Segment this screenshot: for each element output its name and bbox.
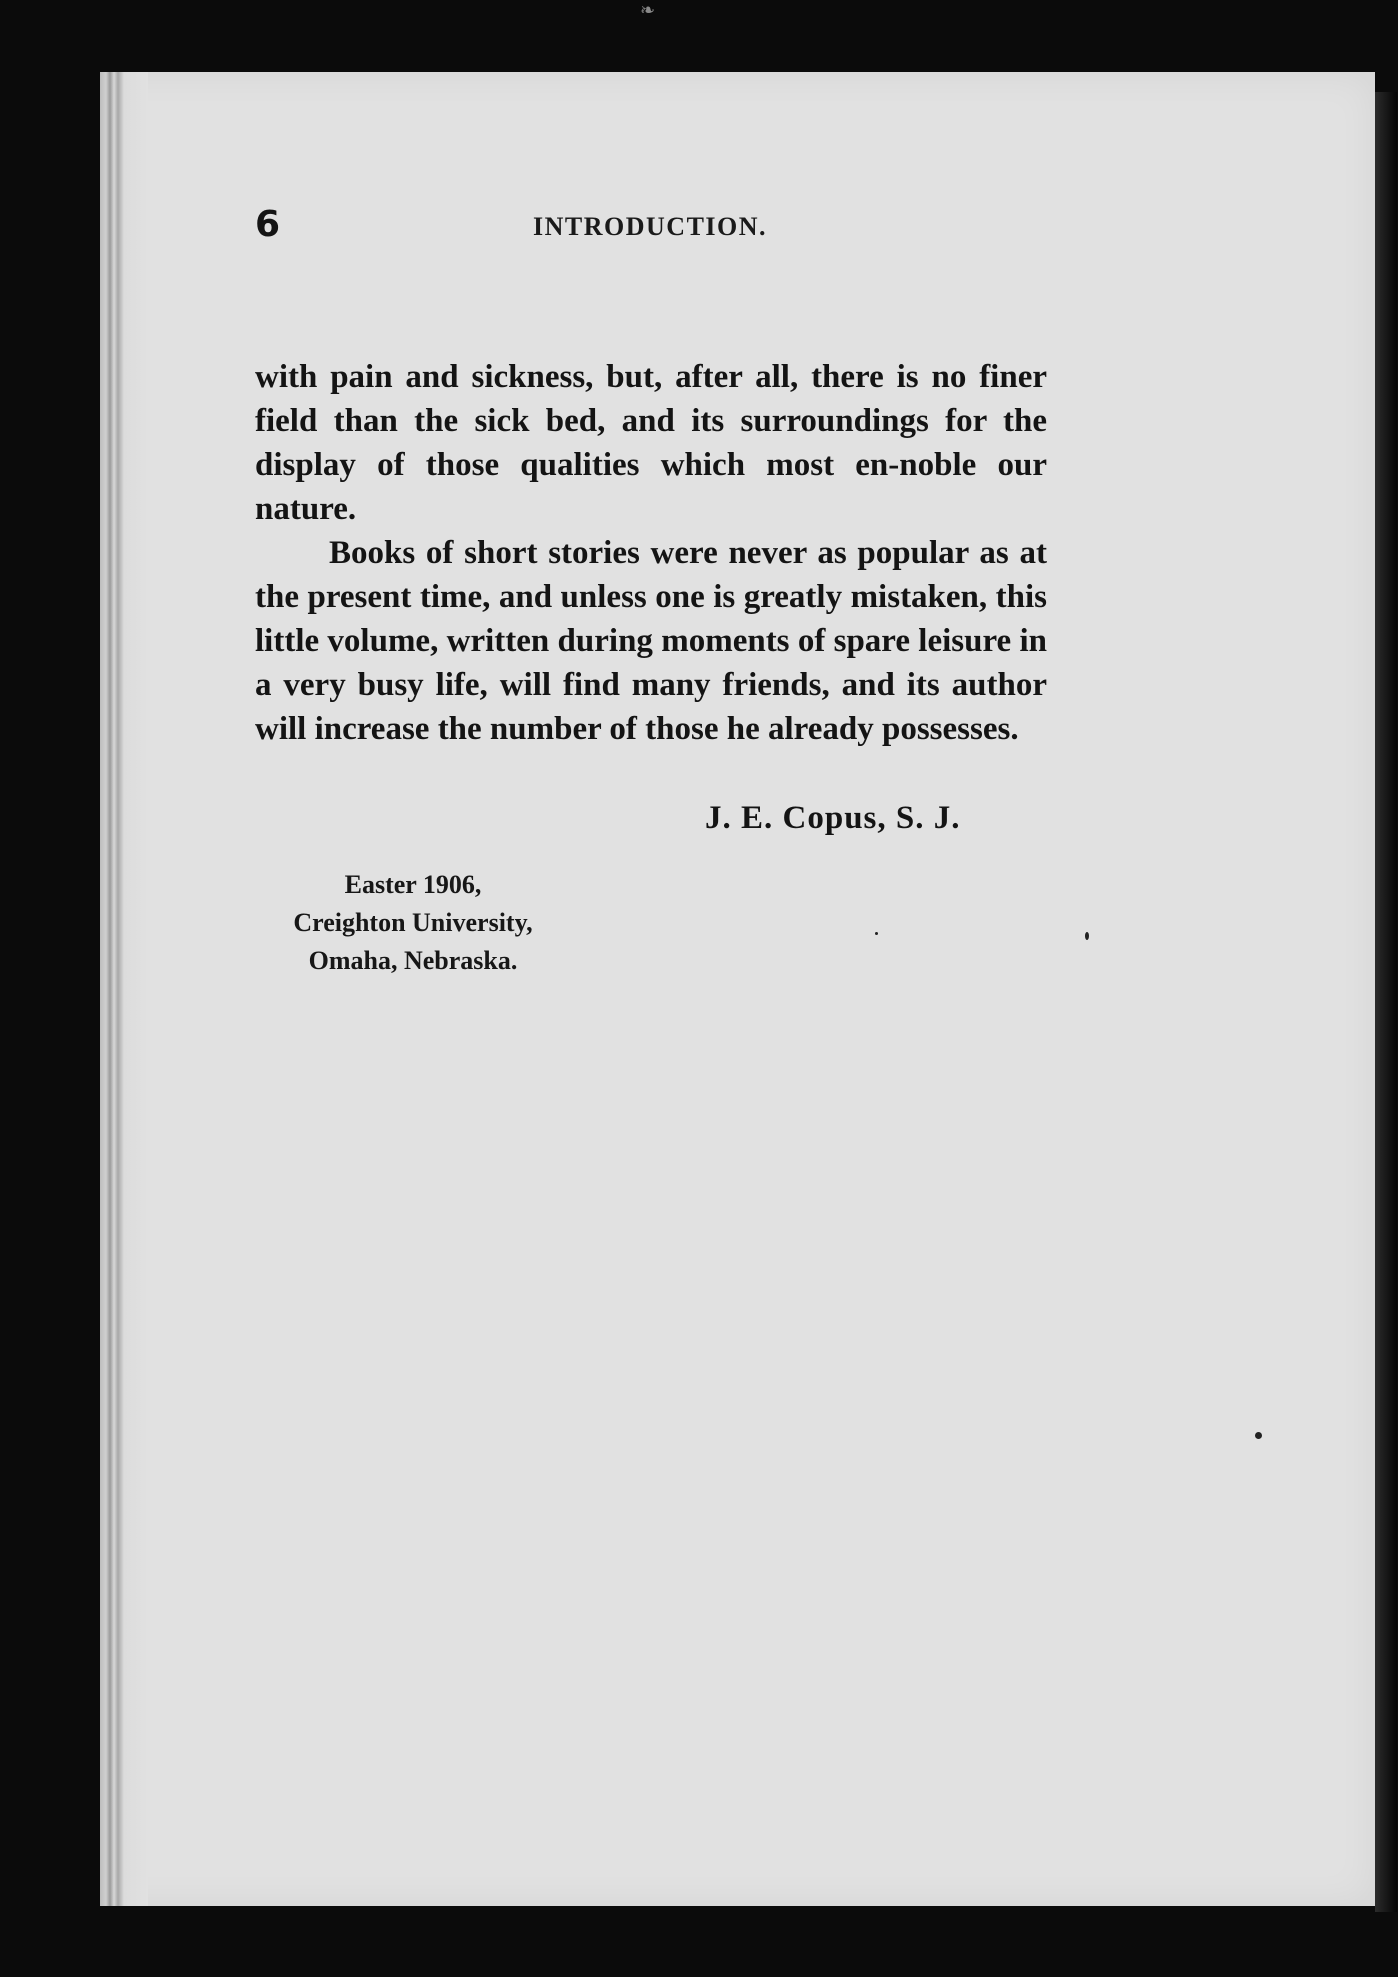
- page-header: [255, 198, 1055, 258]
- dateline-line-2: Creighton University,: [293, 908, 533, 937]
- author-signature: J. E. Copus, S. J.: [705, 800, 961, 836]
- paragraph-2: Books of short stories were never as popular as at the present time, and unless one is greatly mistaken, this little volume, written during moments of spare leisure in a very busy life, will find many friends, and its author will increase the number of those he already possesses.: [255, 535, 1047, 747]
- ink-speck: [1255, 1432, 1262, 1439]
- page-number: 6: [255, 204, 281, 245]
- ink-speck: [1085, 932, 1089, 940]
- page-binding-shadow: [100, 72, 148, 1906]
- dateline: [248, 866, 578, 980]
- ink-speck: [875, 932, 878, 935]
- paragraph-1: with pain and sickness, but, after all, there is no finer field than the sick bed, and its surroundings for the display of those qualities which most en-noble our nature.: [255, 359, 1047, 527]
- page-right-edge: [1375, 92, 1397, 1912]
- scan-mark: ❧: [640, 0, 656, 21]
- body-text: [255, 355, 1047, 751]
- dateline-line-1: Easter 1906,: [344, 870, 482, 899]
- running-head: INTRODUCTION.: [533, 212, 768, 241]
- book-page: [100, 72, 1375, 1906]
- dateline-line-3: Omaha, Nebraska.: [308, 946, 518, 975]
